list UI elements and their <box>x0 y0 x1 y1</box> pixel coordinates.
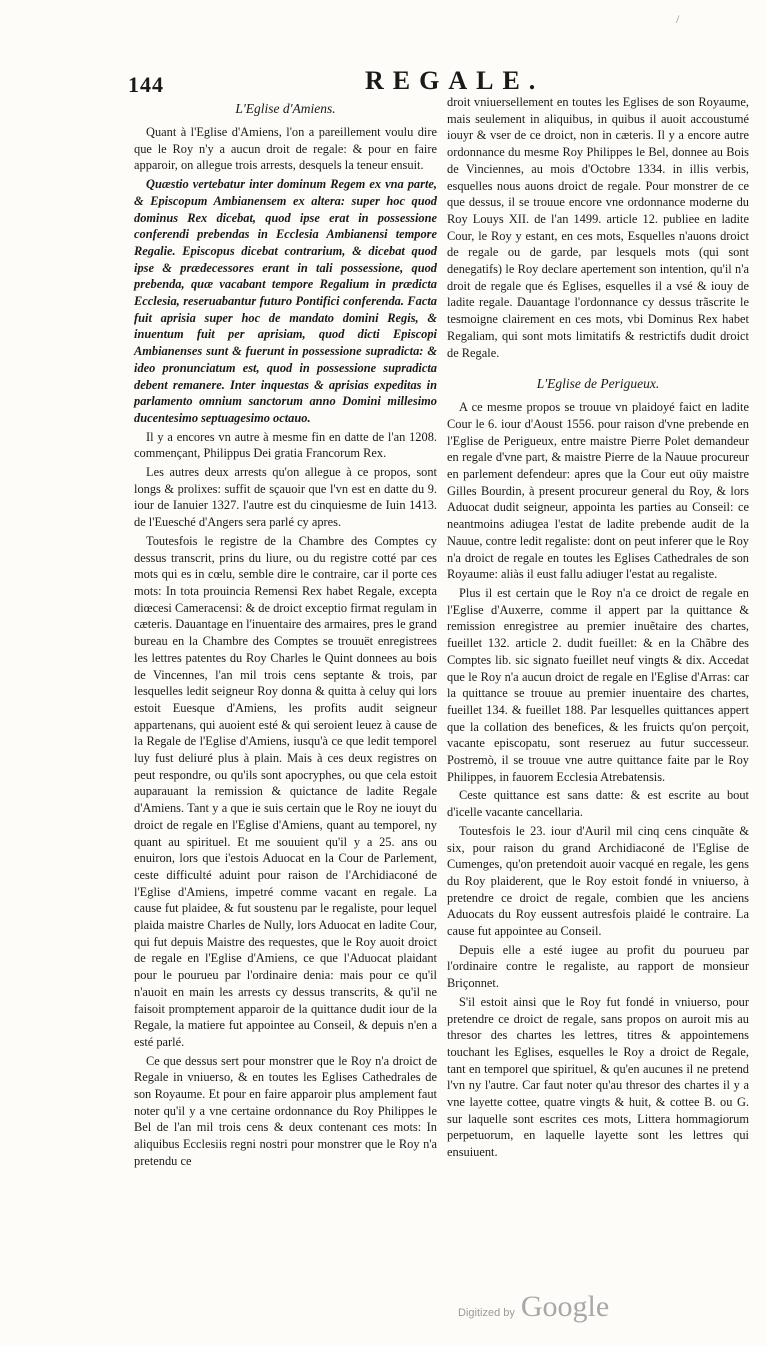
page-number: 144 <box>128 72 164 97</box>
paragraph: Il y a encores vn autre à mesme fin en datte de l'an 1208. commençant, Philippus Dei gratia Francorum Rex. <box>134 429 437 461</box>
paragraph: Toutesfois le 23. iour d'Auril mil cinq cens cinquãte & six, pour raison du grand Archidiaconé de l'Eglise de Cumenges, qu'on pretendoit auoir vacqué en regale, les gens du Roy plaiderent, que le Roy estoit fondé in vniuerso, à pretendre ce droict de regale, combien que les anciens Aduocats du Roy eussent autresfois plaidé le contraire. La cause fut appointee au Conseil. <box>447 823 749 939</box>
running-title: REGALE. <box>365 66 545 95</box>
paragraph: Ceste quittance est sans datte: & est escrite au bout d'icelle vacante cancellaria. <box>447 788 749 820</box>
right-column <box>447 94 749 1163</box>
latin-quotation: Quæstio vertebatur inter dominum Regem ex vna parte, & Episcopum Ambianensem ex altera: super hoc quod dominus Rex dicebat, quod ipse erat in possessione conferendi prebendas in Ecclesia Ambianensi tempore Regalie. Episcopus dicebat contrarium, & dicebat quod ipse & prædecessores erant in tali possessione, quod prebenda, quæ vacabant tempore Regalium in prædicta Ecclesia, reseruabantur futuro Pontifici conferenda. Facta fuit aprisia super hoc de mandato domini Regis, & inuentum fuit per aprisiam, quod dicti Episcopi Ambianenses sunt & fuerunt in possessione supradicta: & ideo pronunciatum est, quod in possessione supradicta debent remanere. Inter inquestas & aprisias expeditas in parlamento omnium sanctorum anno Domini millesimo ducentesimo septuagesimo octauo. <box>134 177 437 425</box>
paragraph: Plus il est certain que le Roy n'a ce droict de regale en l'Eglise d'Auxerre, comme il appert par la quittance & remission enregistree au premier inuẽtaire des chartes, fueillet 132. article 2. dudit fueillet: & en la Chãbre des Comptes lib. sic signato fueillet neuf vingts & dix. Accedat que le Roy n'a aucun droict de regale en l'Eglise d'Arras: car la quittance se trouue au premier inuentaire des chartes, fueillet 134. & fueillet 188. Par lesquelles quittances appert que la collation des benefices, & les fruicts qu'on perçoit, vacante episcopatu, sont reseruez au futur successeur. Postremò, il se trouue vne autre quittance faite par le Roy Philippes, in fauorem Ecclesia Atrebatensis. <box>447 585 749 784</box>
paragraph: Toutesfois le registre de la Chambre des Comptes cy dessus transcrit, prins du liure, ou du registre cotté par ces mots qui es in cœlu, semble dire le contraire, car il porte ces mots: In tota prouincia Remensi Rex habet Regale, excepta diœcesi Cameracensi: & de droict exceptio firmat regulam in cæteris. Dauantage en l'inuentaire des armaires, pres le grand bureau en la Chambre des Comptes se trouuët enregistrees les lettres patentes du Roy Charles le Quint donnees au bois de Vincennes, l'an mil trois cens septante & trois, par lesquelles ledit seigneur Roy donna & quitta à celuy qui lors estoit Euesque d'Amiens, les profits audit seigneur appartenans, qui auoient esté & qui seroient leuez à cause de la Regale de l'Eglise d'Amiens, iusqu'à ce que ledit temporel luy fust deliuré plus à plain. Mais à ces deux registres on peut respondre, ou qu'ils sont apocryphes, ou que cela estoit auparauant la remission & quictance de ladite Regale d'Amiens. Tant y a que ie suis certain que le Roy ne iouyt du droict de regale en l'Eglise d'Amiens, quant au temporel, ny quant au spirituel. Et me souuient qu'il y a 25. ans ou enuiron, lors que i'estois Aduocat en la Cour de Parlement, ceste difficulté aduint pour raison de l'Archidiaconé de l'Eglise d'Amiens, impetré comme vacant en regale. La cause fut plaidee, & fut soustenu par le regaliste, pour lequel plaida maistre Charles de Nully, lors Aduocat en ladite Cour, qui fut depuis Maistre des requestes, que le Roy auoit droict de regale en l'Eglise d'Amiens, ce que l'Aduocat plaidant pour le pourueu par l'ordinaire denia: mais pour ce qu'il n'auoit en main les arrests cy dessus transcrits, & qu'il ne faisoit promptement apparoir de la quittance dudit iour de la Regale, la matiere fut appointee au Conseil, & depuis n'en a esté parlé. <box>134 533 437 1049</box>
left-column <box>134 94 437 1172</box>
paragraph: Depuis elle a esté iugee au profit du pourueu par l'ordinaire contre le regaliste, au rapport de monsieur Briçonnet. <box>447 942 749 991</box>
section-heading-amiens: L'Eglise d'Amiens. <box>235 101 336 116</box>
paragraph-continued: droit vniuersellement en toutes les Eglises de son Royaume, mais seulement in aliquibus, in quibus il auoit accoustumé iouyr & vser de ce droict, non in cæteris. Il y a encore autre ordonnance du mesme Roy Philippes le Bel, donnee au Bois de Vinciennes, au mois d'Octobre 1334. in illis verbis, esquelles nous auons droict de regale. Pour monstrer de ce que dessus, il se trouue encore vne ordonnance moderne du Roy Louys XII. de l'an 1499. article 12. publiee en ladite Cour, le Roy y estant, en ces mots, Esquelles n'auons droict de regale ou de garde, par lesquels mots (qui sont denegatifs) le Roy declare apertement son intention, qu'il n'a droit de regale que és Eglises, esquelles il a vsé & iouy de ladite regale. Dauantage l'ordonnance cy dessus trãscrite le tesmoigne clairement en ces mots, vbi Dominus Rex habet Regaliam, qui sont mots limitatifs & restrictifs dudit droict de Regale. <box>447 95 749 360</box>
google-watermark <box>458 1290 609 1324</box>
google-logo: Google <box>520 1290 610 1323</box>
watermark-prefix: Digitized by <box>458 1307 515 1319</box>
paragraph: A ce mesme propos se trouue vn plaidoyé faict en ladite Cour le 6. iour d'Aoust 1556. pour raison d'vne prebende en l'Eglise de Perigueux, entre maistre Pierre Polet demandeur en regale d'vne part, & maistre Pierre de la Nauue procureur en parlement defendeur: apres que la Cour eut oüy maistre Gilles Bourdin, à present procureur general du Roy, & lors Aduocat dudit seigneur, appointa les parties au Conseil: ce neantmoins adiugea l'estat de ladite prebende audit de la Nauue, contre ledit regaliste: dont on peut inferer que le Roy n'a droict de regale en toutes les Eglises Cathedrales de son Royaume: aliàs il eust fallu adiuger l'estat au regaliste. <box>447 400 749 582</box>
paragraph: S'il estoit ainsi que le Roy fut fondé in vniuerso, pour pretendre ce droict de regale, sans propos on auroit mis au thresor des chartes les lettres, titres & appointemens touchant les Eglises, esquelles le Roy a droict de Regale, tant en temporel que spirituel, & qu'en aucunes il ne pretend l'vn ny l'autre. Car faut noter qu'au thresor des chartes il y a vne layette cottee, quatre vingts & huit, & cottee B. ou G. sur laquelle sont escrites ces mots, Littera hommagiorum perpetuorum, en laquelle layette sont les lettres qui ensuiuent. <box>447 994 749 1160</box>
paragraph: Les autres deux arrests qu'on allegue à ce propos, sont longs & prolixes: suffit de sçauoir que l'vn est en datte du 9. iour de Ianuier 1327. l'autre est du cinquiesme de Iuin 1413. de l'Euesché d'Angers sera parlé cy apres. <box>134 465 437 530</box>
paragraph: Ce que dessus sert pour monstrer que le Roy n'a droict de Regale in vniuerso, & en toutes les Eglises Cathedrales de son Royaume. Et pour en faire apparoir plus amplement faut noter qu'il y a vne certaine ordonnance du Roy Philippes le Bel de l'an mil trois cens & deux contenant ces mots: In aliquibus Ecclesiis regni nostri pour monstrer que le Roy n'a pretendu ce <box>134 1053 437 1168</box>
corner-mark: / <box>676 12 680 26</box>
section-heading-perigueux: L'Eglise de Perigueux. <box>536 376 660 392</box>
paragraph: Quant à l'Eglise d'Amiens, l'on a pareillement voulu dire que le Roy n'y a aucun droit de regale: & pour en faire apparoir, on allegue trois arrests, desquels la teneur ensuit. <box>134 125 437 173</box>
